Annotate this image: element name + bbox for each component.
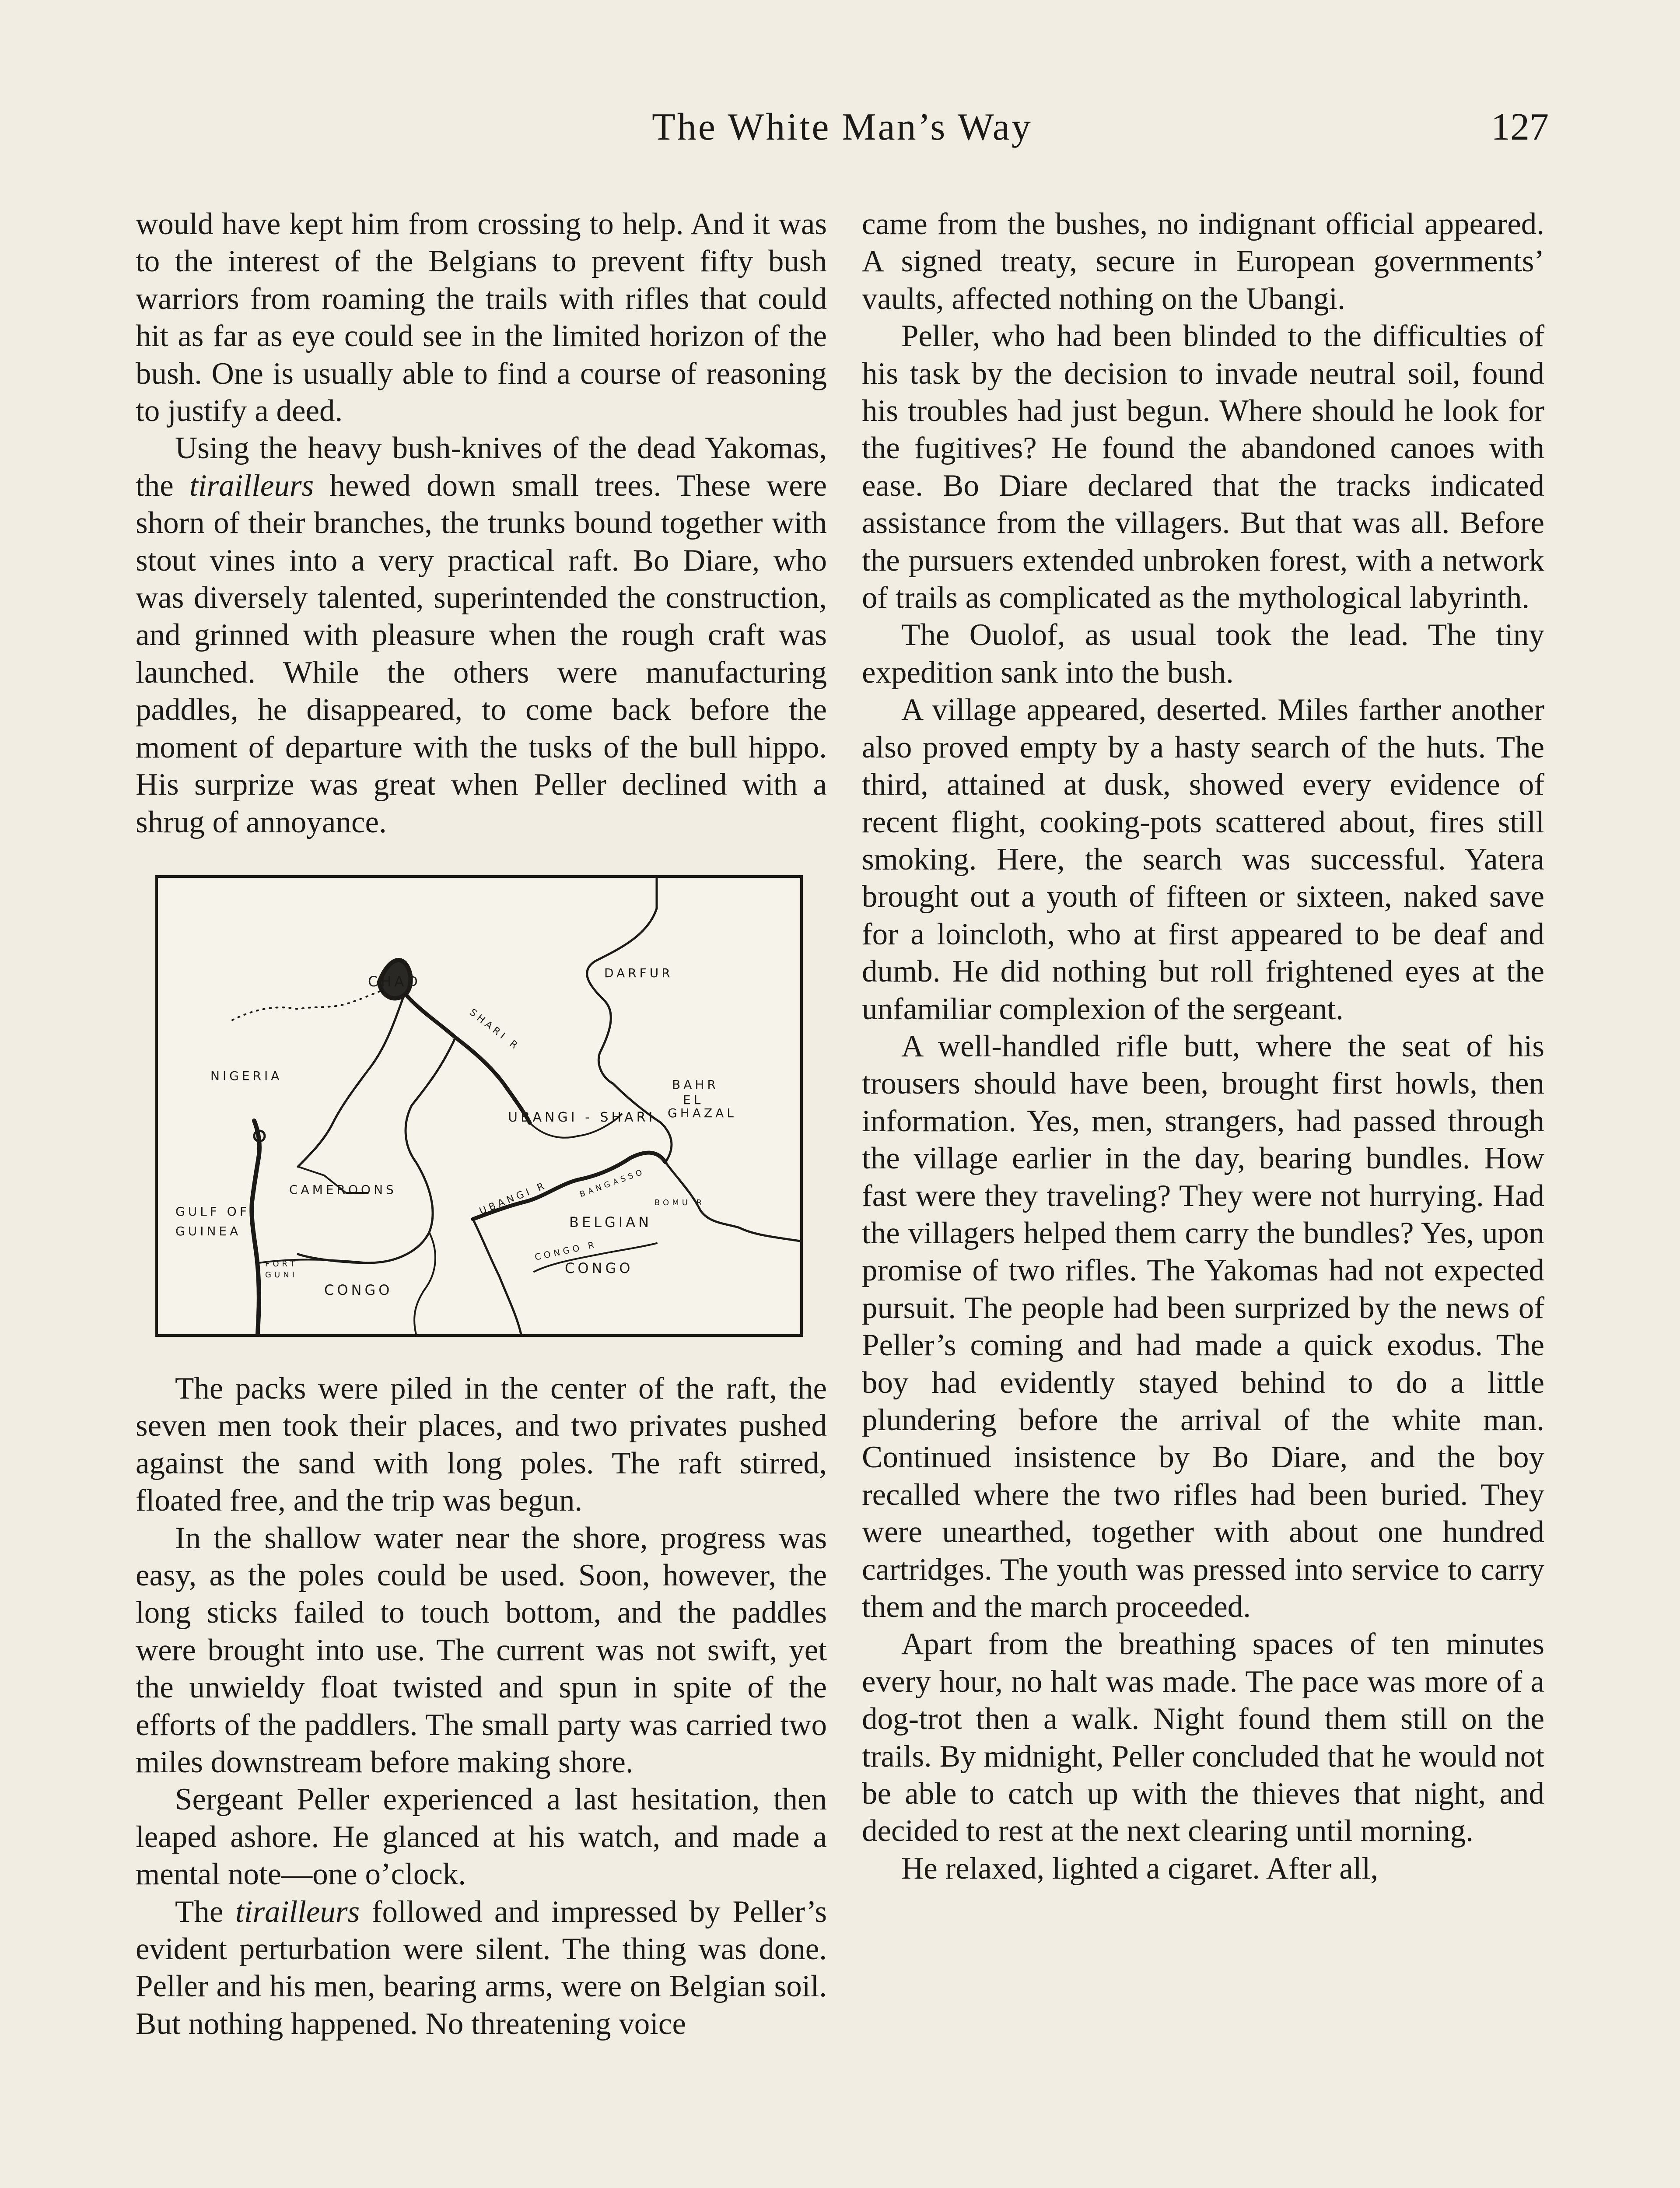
map-label-guinea: GUINEA	[175, 1224, 242, 1238]
map-label-nigeria: NIGERIA	[210, 1068, 283, 1083]
map-label-guni: GUNI	[265, 1270, 298, 1280]
africa-map-figure	[155, 875, 803, 1337]
paragraph: Peller, who had been blinded to the difficulties of his task by the decision to invade neutral soil, found his troubles had just begun. Where should he look for the fugitives? He found the abandoned canoes with ease. Bo Diare declared that the tracks indicated assistance from the villagers. But that was all. Before the pursuers extended unbroken forest, with a network of trails as complicated as the mythological labyrinth.	[862, 319, 1544, 615]
running-title: The White Man’s Way	[652, 106, 1032, 148]
paragraph: Sergeant Peller experienced a last hesitation, then leaped ashore. He glanced at his watch, and made a mental note—one o’clock.	[136, 1782, 827, 1892]
map-label-ubangi-shari: UBANGI - SHARI	[508, 1109, 656, 1125]
paragraph: In the shallow water near the shore, progress was easy, as the poles could be used. Soon, however, the long sticks failed to touch bottom, and the paddles were brought into use. The current was not swift, yet the unwieldy float twisted and spun in spite of the efforts of the paddlers. The small party was carried two miles downstream before making shore.	[136, 1521, 827, 1779]
map-label-congo-river: CONGO R	[533, 1239, 598, 1262]
paragraph: He relaxed, lighted a cigaret. After all,	[901, 1851, 1379, 1886]
map-label-el: EL	[683, 1092, 704, 1107]
map-label-congo-left: CONGO	[324, 1281, 393, 1298]
map-label-belgian: BELGIAN	[569, 1213, 652, 1231]
paragraph: A village appeared, deserted. Miles farther another also proved empty by a hasty search of the huts. The third, attained at dusk, showed every evidence of recent flight, cooking-pots scattered about, fires still smoking. Here, the search was successful. Yatera brought out a youth of fifteen or sixteen, naked save for a loincloth, who at first appeared to be deaf and dumb. He did nothing but roll frightened eyes at the unfamiliar complexion of the sergeant.	[862, 693, 1544, 1026]
page-number: 127	[1491, 106, 1549, 148]
paragraph: The tirailleurs followed and impressed by Peller’s evident perturbation were silent. The thing was done. Peller and his men, bearing arms, were on Belgian soil. But nothing happened. No threatening voice	[136, 1894, 827, 2041]
left-column	[136, 206, 827, 2043]
map-label-darfur: DARFUR	[604, 965, 673, 980]
map-label-ubangi-river: UBANGI R	[478, 1180, 549, 1217]
map-label-congo-right: CONGO	[565, 1259, 634, 1276]
map-label-fort: FORT	[265, 1259, 298, 1269]
paragraph: Apart from the breathing spaces of ten minutes every hour, no halt was made. The pace was more of a dog-trot then a walk. Night found them still on the trails. By midnight, Peller concluded that he would not be able to catch up with the thieves that night, and decided to rest at the next clearing until morning.	[862, 1627, 1544, 1848]
italic-term: tirailleurs	[189, 468, 314, 503]
map-label-gulf-of: GULF OF	[175, 1204, 250, 1219]
paragraph: The packs were piled in the center of the raft, the seven men took their places, and two privates pushed against the sand with long poles. The raft stirred, floated free, and the trip was begun.	[136, 1371, 827, 1518]
map-label-bangasso: BANGASSO	[578, 1167, 647, 1199]
map-label-ghazal: GHAZAL	[668, 1105, 737, 1120]
paragraph: would have kept him from crossing to help. And it was to the interest of the Belgians to prevent fifty bush warriors from roaming the trails with rifles that could hit as far as eye could see in the limited horizon of the bush. One is usually able to find a course of reasoning to justify a deed.	[136, 207, 827, 428]
paragraph: Using the heavy bush-knives of the dead Yakomas, the tirailleurs hewed down small trees. These were shorn of their branches, the trunks bound together with stout vines into a very practical raft. Bo Diare, who was diversely talented, superintended the construction, and grinned with pleasure when the rough craft was launched. While the others were manufacturing paddles, he disappeared, to come back before the moment of departure with the tusks of the bull hippo. His surprize was great when Peller declined with a shrug of annoyance.	[136, 431, 827, 839]
paragraph: A well-handled rifle butt, where the seat of his trousers should have been, brought first howls, then information. Yes, men, strangers, had passed through the village earlier in the day, bearing bundles. How fast were they traveling? They were not hurrying. Had the villagers helped them carry the bundles? Yes, upon promise of two rifles. The Yakomas had not expected pursuit. The people had been surprized by the news of Peller’s coming and had made a quick exodus. The boy had evidently stayed behind to do a little plundering before the arrival of the white man. Continued insistence by Bo Diare, and the boy recalled where the two rifles had been buried. They were unearthed, together with about one hundred cartridges. The youth was pressed into service to carry them and the march proceeded.	[862, 1029, 1544, 1624]
map-label-cameroons: CAMEROONS	[289, 1182, 397, 1197]
map-label-shari-river: SHARI R	[467, 1006, 522, 1053]
map-label-bahr: BAHR	[672, 1077, 719, 1092]
paragraph: came from the bushes, no indignant official appeared. A signed treaty, secure in European governments’ vaults, affected nothing on the Ubangi.	[862, 207, 1544, 316]
map-label-bomu-river: BOMU R	[654, 1198, 705, 1207]
map-label-chad: CHAD	[368, 973, 421, 990]
italic-term: tirailleurs	[235, 1894, 360, 1929]
paragraph: The Ouolof, as usual took the lead. The tiny expedition sank into the bush.	[862, 618, 1544, 690]
running-head	[136, 105, 1549, 153]
right-column	[862, 206, 1544, 1887]
